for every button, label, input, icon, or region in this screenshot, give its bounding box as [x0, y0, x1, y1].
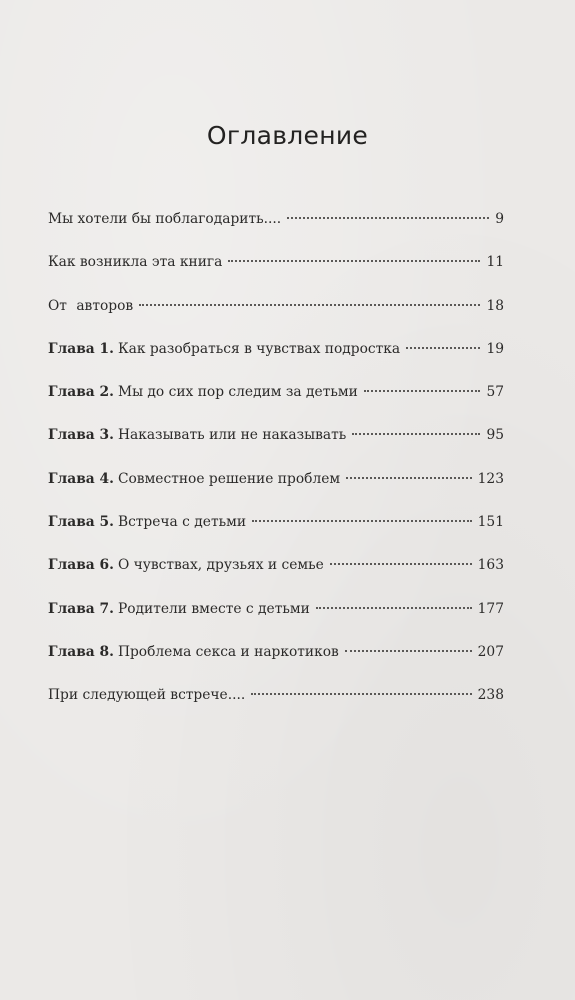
- toc-chapter-number: Глава 4.: [48, 470, 114, 487]
- toc-entry-label: [48, 674, 245, 717]
- toc-entry-chapter-2: [48, 371, 504, 414]
- toc-entry-chapter-3: [48, 414, 504, 457]
- toc-entry-chapter-1: [48, 328, 504, 371]
- toc-entry-title: Встреча с детьми: [117, 514, 247, 531]
- toc-entry-book-origin: [48, 241, 504, 284]
- dot-leader: [330, 562, 472, 565]
- toc-page-number: 238: [477, 687, 504, 704]
- toc-entry-label: [48, 544, 324, 587]
- toc-entry-chapter-6: [48, 544, 504, 587]
- toc-page-number: 207: [477, 643, 504, 660]
- dot-leader: [316, 606, 472, 609]
- toc-entry-title: Мы до сих пор следим за детьми: [117, 384, 358, 401]
- toc-entry-title: Мы хотели бы поблагодарить....: [48, 211, 282, 227]
- dot-leader: [364, 389, 481, 392]
- toc-entry-label: [48, 371, 358, 414]
- toc-entry-label: [48, 414, 346, 457]
- toc-entry-label: [48, 285, 133, 328]
- toc-page-number: 57: [486, 384, 504, 401]
- toc-entry-title: Совместное решение проблем: [117, 470, 341, 487]
- toc-entry-title: Проблема секса и наркотиков: [117, 643, 339, 660]
- toc-entry-title: О чувствах, друзьях и семье: [117, 557, 324, 574]
- toc-entry-chapter-4: [48, 458, 504, 501]
- toc-chapter-number: Глава 2.: [48, 384, 114, 401]
- dot-leader: [139, 303, 480, 306]
- toc-page-number: 19: [486, 340, 504, 357]
- toc-entry-title: Наказывать или не наказывать: [117, 427, 347, 444]
- toc-chapter-number: Глава 1.: [48, 340, 114, 357]
- toc-chapter-number: Глава 6.: [48, 557, 114, 574]
- toc-page-number: 163: [477, 557, 504, 574]
- toc-entry-label: [48, 588, 310, 631]
- toc-chapter-number: Глава 3.: [48, 427, 114, 444]
- dot-leader: [345, 649, 472, 652]
- toc-entry-chapter-8: [48, 631, 504, 674]
- toc-page-number: 11: [486, 254, 504, 271]
- toc-entry-chapter-7: [48, 588, 504, 631]
- toc-page-number: 18: [486, 297, 504, 314]
- toc-page-number: 95: [486, 427, 504, 444]
- dot-leader: [346, 476, 472, 479]
- table-of-contents: [48, 198, 504, 718]
- toc-page-number: 123: [477, 470, 504, 487]
- dot-leader: [287, 216, 489, 219]
- toc-entry-label: [48, 328, 400, 371]
- toc-entry-label: [48, 198, 281, 241]
- toc-page-number: 177: [477, 600, 504, 617]
- toc-entry-from-authors: [48, 285, 504, 328]
- toc-entry-label: [48, 501, 246, 544]
- page-title: Оглавление: [206, 121, 369, 150]
- dot-leader: [228, 259, 480, 262]
- dot-leader: [251, 692, 471, 695]
- toc-entry-title: При следующей встрече....: [48, 687, 246, 704]
- toc-entry-label: [48, 631, 339, 674]
- toc-entry-chapter-5: [48, 501, 504, 544]
- toc-entry-title: Родители вместе с детьми: [117, 600, 310, 617]
- toc-entry-next-meeting: [48, 674, 504, 717]
- toc-chapter-number: Глава 5.: [48, 514, 114, 531]
- toc-entry-title: От авторов: [48, 297, 134, 314]
- toc-chapter-number: Глава 8.: [48, 643, 114, 660]
- toc-entry-acknowledgements: [48, 198, 504, 241]
- toc-page-number: 9: [495, 211, 504, 227]
- dot-leader: [352, 432, 480, 435]
- dot-leader: [406, 346, 480, 349]
- toc-page-number: 151: [477, 514, 504, 531]
- dot-leader: [252, 519, 472, 522]
- toc-entry-title: Как разобраться в чувствах подростка: [117, 340, 401, 357]
- toc-chapter-number: Глава 7.: [48, 600, 114, 617]
- toc-entry-label: [48, 458, 340, 501]
- toc-entry-title: Как возникла эта книга: [48, 254, 223, 271]
- toc-entry-label: [48, 241, 222, 284]
